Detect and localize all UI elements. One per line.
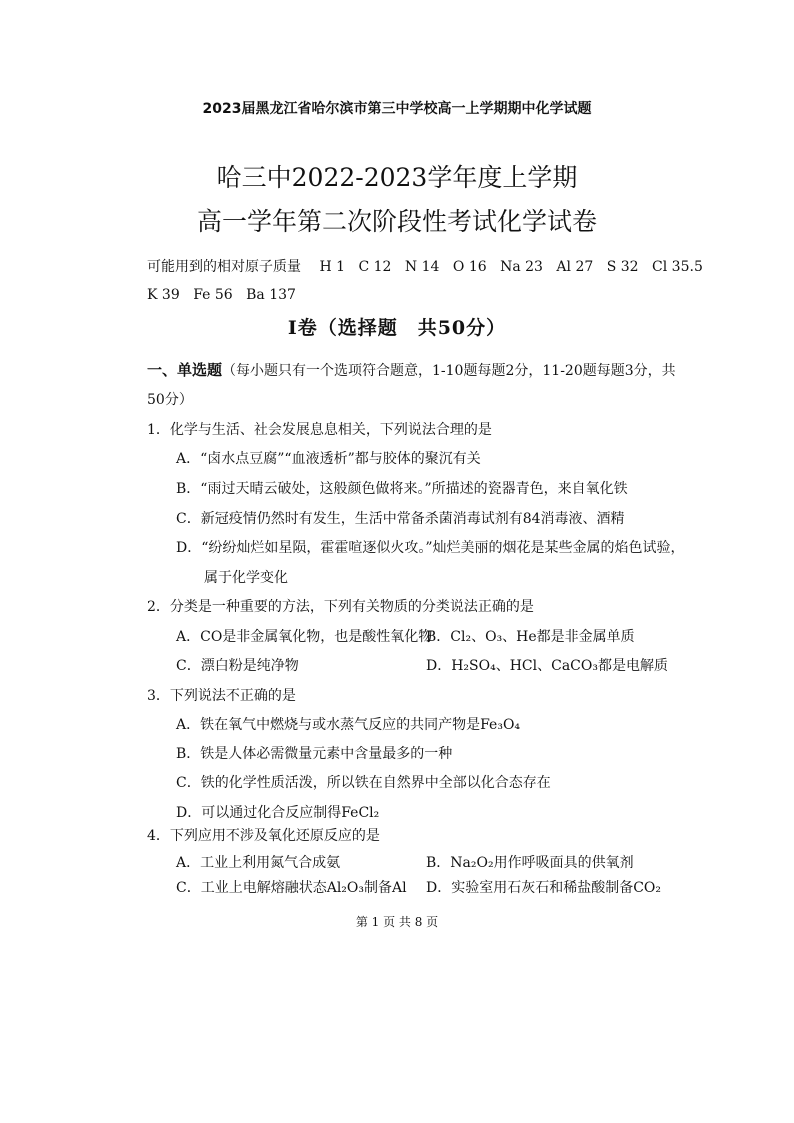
atomic-mass-item: O 16 bbox=[452, 259, 487, 275]
question-2-option-a: A．CO是非金属氧化物，也是酸性氧化物 bbox=[176, 629, 433, 645]
question-3-option-b: B．铁是人体必需微量元素中含量最多的一种 bbox=[176, 746, 453, 762]
question-4-option-a: A．工业上利用氮气合成氨 bbox=[176, 855, 341, 871]
atomic-mass-item: Cl 35.5 bbox=[652, 259, 703, 275]
question-1-option-d: D．“纷纷灿烂如星陨，霍霍喧逐似火攻。”灿烂美丽的烟花是某些金属的焰色试验， bbox=[176, 540, 685, 556]
atomic-mass-item: Ba 137 bbox=[246, 287, 296, 303]
atomic-mass-item: Na 23 bbox=[500, 259, 543, 275]
document-header: 2023届黑龙江省哈尔滨市第三中学校高一上学期期中化学试题 bbox=[202, 101, 592, 117]
section-title: I卷（选择题 共50分） bbox=[287, 317, 507, 339]
atomic-mass-line1 bbox=[147, 256, 703, 276]
atomic-mass-item: N 14 bbox=[404, 259, 440, 275]
question-1-option-a: A．“卤水点豆腐”“血液透析”都与胶体的聚沉有关 bbox=[176, 451, 481, 467]
question-1-option-c: C．新冠疫情仍然时有发生，生活中常备杀菌消毒试剂有84消毒液、酒精 bbox=[176, 511, 625, 527]
question-3-option-d: D．可以通过化合反应制得FeCl₂ bbox=[176, 805, 380, 821]
page-footer: 第 1 页 共 8 页 bbox=[355, 915, 439, 929]
question-3-stem: 3．下列说法不正确的是 bbox=[147, 688, 296, 704]
question-2-option-d: D．H₂SO₄、HCl、CaCO₃都是电解质 bbox=[426, 658, 668, 674]
question-2-stem: 2．分类是一种重要的方法，下列有关物质的分类说法正确的是 bbox=[147, 599, 534, 615]
atomic-mass-item: Fe 56 bbox=[193, 287, 233, 303]
exam-title-line2: 高一学年第二次阶段性考试化学试卷 bbox=[196, 207, 597, 236]
atomic-mass-item: Al 27 bbox=[556, 259, 594, 275]
question-1-stem: 1．化学与生活、社会发展息息相关，下列说法合理的是 bbox=[147, 422, 492, 438]
question-4-stem: 4．下列应用不涉及氧化还原反应的是 bbox=[147, 828, 380, 844]
question-1-option-b: B．“雨过天晴云破处，这般颜色做将来。”所描述的瓷器青色，来自氧化铁 bbox=[176, 481, 628, 497]
atomic-mass-item: H 1 bbox=[319, 259, 346, 275]
part-description-cont: 50分） bbox=[147, 392, 193, 408]
question-3-option-c: C．铁的化学性质活泼，所以铁在自然界中全部以化合态存在 bbox=[176, 775, 551, 791]
question-3-option-a: A．铁在氧气中燃烧与或水蒸气反应的共同产物是Fe₃O₄ bbox=[176, 717, 521, 733]
atomic-mass-item: K 39 bbox=[147, 287, 180, 303]
question-4-option-c: C．工业上电解熔融状态Al₂O₃制备Al bbox=[176, 880, 407, 896]
question-4-option-d: D．实验室用石灰石和稀盐酸制备CO₂ bbox=[426, 880, 662, 896]
part-description: （每小题只有一个选项符合题意，1-10题每题2分，11-20题每题3分，共 bbox=[222, 363, 676, 379]
atomic-mass-prefix: 可能用到的相对原子质量 bbox=[147, 259, 301, 275]
question-2-option-b: B．Cl₂、O₃、He都是非金属单质 bbox=[426, 629, 635, 645]
exam-title-line1: 哈三中2022-2023学年度上学期 bbox=[216, 163, 578, 192]
atomic-mass-item: S 32 bbox=[606, 259, 639, 275]
part-label: 一、单选题 bbox=[147, 361, 223, 379]
part-heading bbox=[147, 359, 676, 380]
question-1-option-d-cont: 属于化学变化 bbox=[204, 570, 288, 586]
question-4-option-b: B．Na₂O₂用作呼吸面具的供氧剂 bbox=[426, 855, 634, 871]
atomic-mass-item: C 12 bbox=[358, 259, 392, 275]
atomic-mass-line2 bbox=[147, 287, 305, 303]
question-2-option-c: C．漂白粉是纯净物 bbox=[176, 658, 299, 674]
